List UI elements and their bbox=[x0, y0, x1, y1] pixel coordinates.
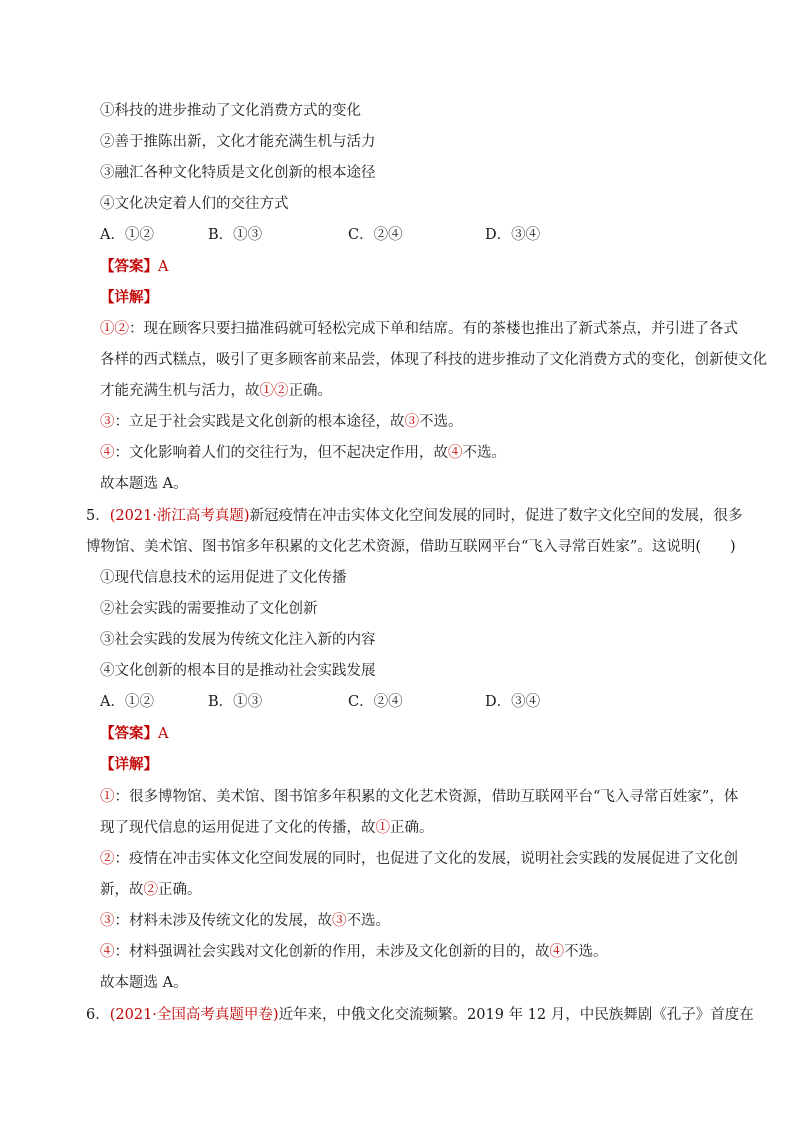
conclusion-line: 故本题选 A。 bbox=[100, 975, 188, 991]
marker: ② bbox=[100, 851, 115, 867]
explanation-text: ：很多博物馆、美术馆、图书馆多年积累的文化艺术资源，借助互联网平台“飞入寻常百姓家”，体 bbox=[114, 789, 739, 805]
question-number: 5． bbox=[86, 508, 110, 524]
explanation-text: ：立足于社会实践是文化创新的根本途径，故 bbox=[114, 414, 405, 430]
choice-d: D．③④ bbox=[485, 694, 541, 710]
option-statement: ④文化创新的根本目的是推动社会实践发展 bbox=[100, 663, 376, 679]
option-statement: ③社会实践的发展为传统文化注入新的内容 bbox=[100, 632, 376, 648]
marker: ③ bbox=[100, 913, 115, 929]
explanation-text: 才能充满生机与活力，故 bbox=[100, 383, 260, 399]
detail-label-text: 【详解】 bbox=[100, 756, 158, 773]
explanation-line bbox=[100, 412, 463, 432]
explanation-line bbox=[100, 818, 434, 838]
explanation-line bbox=[100, 319, 738, 339]
marker: ③ bbox=[100, 414, 115, 430]
explanation-text: ：材料未涉及传统文化的发展，故 bbox=[114, 913, 332, 929]
option-statement: ①科技的进步推动了文化消费方式的变化 bbox=[100, 103, 361, 119]
option-statement: ②社会实践的需要推动了文化创新 bbox=[100, 601, 318, 617]
marker: ④ bbox=[100, 944, 115, 960]
question-text: 新冠疫情在冲击实体文化空间发展的同时，促进了数字文化空间的发展，很多 bbox=[249, 508, 743, 524]
explanation-text: 正确。 bbox=[390, 820, 434, 836]
explanation-text: 正确。 bbox=[288, 383, 332, 399]
answer-value: A bbox=[158, 726, 169, 742]
explanation-text: ：材料强调社会实践对文化创新的作用，未涉及文化创新的目的，故 bbox=[114, 944, 550, 960]
choice-b: B．①③ bbox=[208, 694, 263, 710]
question-stem bbox=[86, 1005, 754, 1025]
marker: ①② bbox=[259, 383, 289, 399]
explanation-text: ：疫情在冲击实体文化空间发展的同时，也促进了文化的发展，说明社会实践的发展促进了文化创 bbox=[114, 851, 738, 867]
option-statement: ①现代信息技术的运用促进了文化传播 bbox=[100, 570, 347, 586]
explanation-line: 各样的西式糕点，吸引了更多顾客前来品尝，体现了科技的进步推动了文化消费方式的变化，创新使文化 bbox=[100, 352, 767, 368]
explanation-text: 正确。 bbox=[158, 882, 202, 898]
marker: ① bbox=[375, 820, 390, 836]
explanation-text: 不选。 bbox=[462, 445, 506, 461]
explanation-text: 不选。 bbox=[564, 944, 608, 960]
conclusion-line: 故本题选 A。 bbox=[100, 476, 188, 492]
option-statement: ④文化决定着人们的交往方式 bbox=[100, 196, 289, 212]
choice-a: A．①② bbox=[100, 227, 154, 243]
choice-a: A．①② bbox=[100, 694, 154, 710]
question-stem-line: 博物馆、美术馆、图书馆多年积累的文化艺术资源，借助互联网平台“飞入寻常百姓家”。这说明( ) bbox=[86, 539, 736, 555]
marker: ① bbox=[100, 789, 115, 805]
choice-c: C．②④ bbox=[348, 694, 403, 710]
choice-d: D．③④ bbox=[485, 227, 541, 243]
answer-label: 【答案】 bbox=[100, 258, 158, 275]
answer-line bbox=[100, 724, 168, 744]
explanation-line bbox=[100, 849, 738, 869]
marker: ④ bbox=[448, 445, 463, 461]
marker: ② bbox=[143, 882, 158, 898]
explanation-text: 不选。 bbox=[419, 414, 463, 430]
explanation-line bbox=[100, 381, 332, 401]
detail-label bbox=[100, 755, 158, 775]
explanation-text: ：文化影响着人们的交往行为，但不起决定作用，故 bbox=[114, 445, 448, 461]
answer-line bbox=[100, 257, 168, 277]
explanation-text: ：现在顾客只要扫描准码就可轻松完成下单和结席。有的茶楼也推出了新式茶点，并引进了各式 bbox=[129, 321, 738, 337]
marker: ④ bbox=[549, 944, 564, 960]
option-statement: ③融汇各种文化特质是文化创新的根本途径 bbox=[100, 165, 376, 181]
marker: ④ bbox=[100, 445, 115, 461]
answer-value: A bbox=[158, 259, 169, 275]
choice-row bbox=[100, 692, 660, 712]
marker: ③ bbox=[332, 913, 347, 929]
choice-c: C．②④ bbox=[348, 227, 403, 243]
detail-label-text: 【详解】 bbox=[100, 289, 158, 306]
marker: ①② bbox=[100, 321, 129, 337]
explanation-text: 不选。 bbox=[346, 913, 390, 929]
explanation-text: 现了现代信息的运用促进了文化的传播，故 bbox=[100, 820, 376, 836]
question-source: (2021·全国高考真题甲卷) bbox=[109, 1007, 279, 1023]
explanation-line bbox=[100, 443, 506, 463]
question-text: 近年来，中俄文化交流频繁。2019 年 12 月，中民族舞剧《孔子》首度在 bbox=[278, 1007, 754, 1023]
question-stem bbox=[86, 506, 743, 526]
explanation-line bbox=[100, 911, 390, 931]
marker: ③ bbox=[404, 414, 419, 430]
answer-label: 【答案】 bbox=[100, 725, 158, 742]
explanation-line bbox=[100, 942, 608, 962]
question-number: 6． bbox=[86, 1007, 110, 1023]
explanation-line bbox=[100, 880, 202, 900]
explanation-text: 新，故 bbox=[100, 882, 144, 898]
option-statement: ②善于推陈出新，文化才能充满生机与活力 bbox=[100, 134, 376, 150]
explanation-line bbox=[100, 787, 738, 807]
detail-label bbox=[100, 288, 158, 308]
question-source: (2021·浙江高考真题) bbox=[109, 508, 250, 524]
choice-b: B．①③ bbox=[208, 227, 263, 243]
choice-row bbox=[100, 225, 660, 245]
